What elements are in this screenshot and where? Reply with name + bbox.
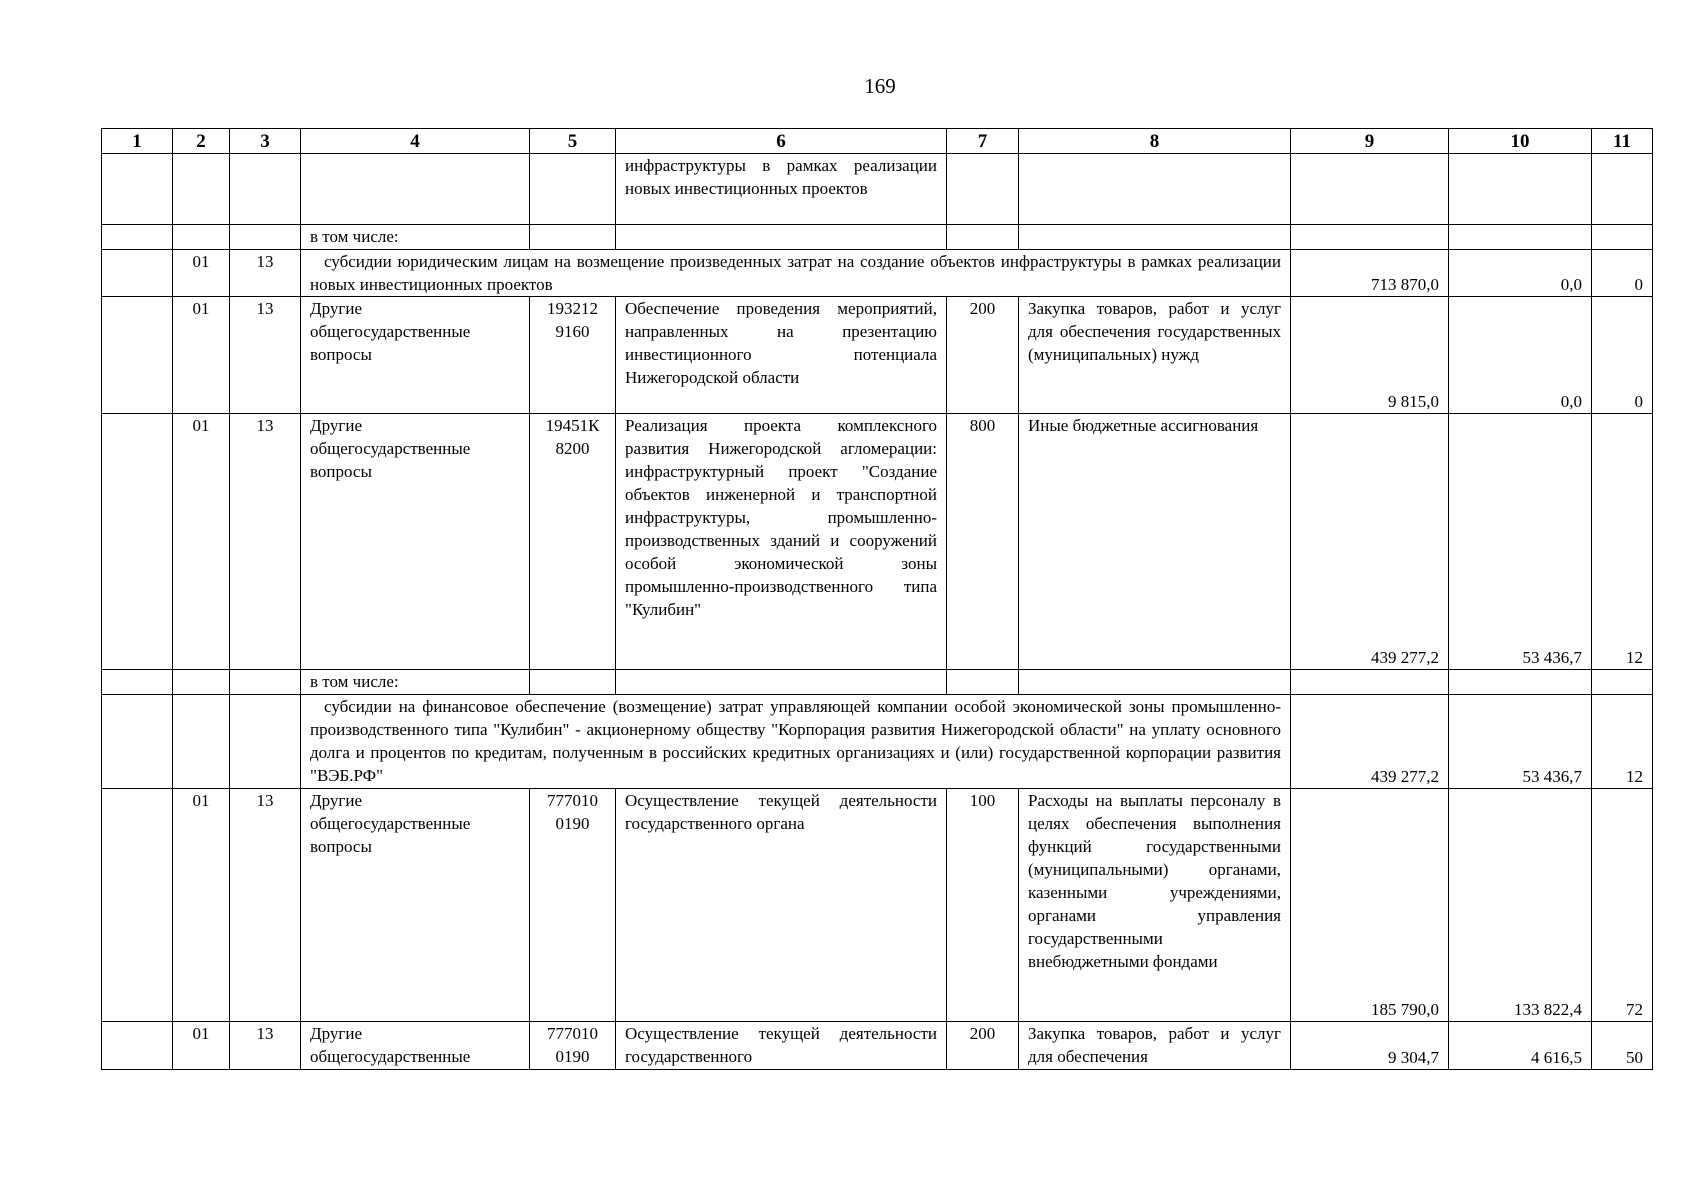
percent-value: 50 [1592,1022,1653,1070]
actual-amount: 53 436,7 [1449,695,1592,789]
plan-amount: 439 277,2 [1291,414,1449,670]
actual-amount: 133 822,4 [1449,789,1592,1022]
actual-amount: 53 436,7 [1449,414,1592,670]
section-code: 01 [173,250,230,297]
column-header: 5 [530,129,616,154]
table-header-row [102,129,1653,154]
subsidy-description: субсидии юридическим лицам на возмещение произведенных затрат на создание объектов инфраструктуры в рамках реализации новых инвестиционных проектов [301,250,1291,297]
budget-table [101,128,1653,1070]
column-header: 4 [301,129,530,154]
column-header: 9 [1291,129,1449,154]
table-row [102,250,1653,297]
actual-amount: 0,0 [1449,297,1592,414]
expense-type-code: 100 [947,789,1019,1022]
section-name: Другие общегосударственные вопросы [301,297,530,414]
table-row [102,297,1653,414]
target-article-code: 19451К 8200 [530,414,616,670]
table-row [102,670,1653,695]
column-header: 7 [947,129,1019,154]
plan-amount: 713 870,0 [1291,250,1449,297]
table-row [102,414,1653,670]
table-row [102,789,1653,1022]
purpose-cell: Реализация проекта комплексного развития Нижегородской агломерации: инфраструктурный проект "Создание объектов инженерной и транспортной инфраструктуры, промышленно-производственных зданий и сооружений особой экономической зоны промышленно-производственного типа "Кулибин" [616,414,947,670]
percent-value: 12 [1592,695,1653,789]
plan-amount: 185 790,0 [1291,789,1449,1022]
percent-value: 72 [1592,789,1653,1022]
section-name: Другие общегосударственные вопросы [301,789,530,1022]
column-header: 10 [1449,129,1592,154]
subsection-code: 13 [230,250,301,297]
column-header: 1 [102,129,173,154]
percent-value: 12 [1592,414,1653,670]
purpose-cell: Осуществление текущей деятельности государственного [616,1022,947,1070]
expense-type-code: 800 [947,414,1019,670]
subsection-code: 13 [230,414,301,670]
plan-amount: 9 815,0 [1291,297,1449,414]
page-number: 169 [864,74,896,98]
column-header: 3 [230,129,301,154]
table-row [102,225,1653,250]
column-header: 2 [173,129,230,154]
target-article-code: 777010 0190 [530,1022,616,1070]
subsection-code [230,695,301,789]
section-code: 01 [173,414,230,670]
section-code: 01 [173,297,230,414]
expense-type-name: Закупка товаров, работ и услуг для обеспечения [1019,1022,1291,1070]
section-name: Другие общегосударственные [301,1022,530,1070]
expense-type-code: 200 [947,297,1019,414]
expense-type-name: Закупка товаров, работ и услуг для обеспечения государственных (муниципальных) нужд [1019,297,1291,414]
including-label: в том числе: [301,225,530,250]
plan-amount: 9 304,7 [1291,1022,1449,1070]
column-header: 11 [1592,129,1653,154]
subsection-code: 13 [230,1022,301,1070]
expense-type-name: Иные бюджетные ассигнования [1019,414,1291,670]
percent-value: 0 [1592,250,1653,297]
section-code: 01 [173,1022,230,1070]
column-header: 6 [616,129,947,154]
purpose-cell: Обеспечение проведения мероприятий, направленных на презентацию инвестиционного потенциала Нижегородской области [616,297,947,414]
table-row [102,1022,1653,1070]
target-article-code: 777010 0190 [530,789,616,1022]
column-header: 8 [1019,129,1291,154]
section-name: Другие общегосударственные вопросы [301,414,530,670]
percent-value: 0 [1592,297,1653,414]
purpose-cell: инфраструктуры в рамках реализации новых инвестиционных проектов [616,154,947,225]
subsection-code: 13 [230,297,301,414]
purpose-cell: Осуществление текущей деятельности государственного органа [616,789,947,1022]
table-row [102,695,1653,789]
section-code [173,695,230,789]
table-row [102,154,1653,225]
section-code: 01 [173,789,230,1022]
plan-amount: 439 277,2 [1291,695,1449,789]
expense-type-name: Расходы на выплаты персоналу в целях обеспечения выполнения функций государственными (муниципальными) органами, казенными учреждениями, органами управления государственными внебюджетными фондами [1019,789,1291,1022]
subsidy-description: субсидии на финансовое обеспечение (возмещение) затрат управляющей компании особой экономической зоны промышленно-производственного типа "Кулибин" - акционерному обществу "Корпорация развития Нижегородской области" на уплату основного долга и процентов по кредитам, полученным в российских кредитных организациях и (или) государственной корпорации развития "ВЭБ.РФ" [301,695,1291,789]
expense-type-code: 200 [947,1022,1019,1070]
subsection-code: 13 [230,789,301,1022]
actual-amount: 0,0 [1449,250,1592,297]
target-article-code: 193212 9160 [530,297,616,414]
actual-amount: 4 616,5 [1449,1022,1592,1070]
including-label: в том числе: [301,670,530,695]
